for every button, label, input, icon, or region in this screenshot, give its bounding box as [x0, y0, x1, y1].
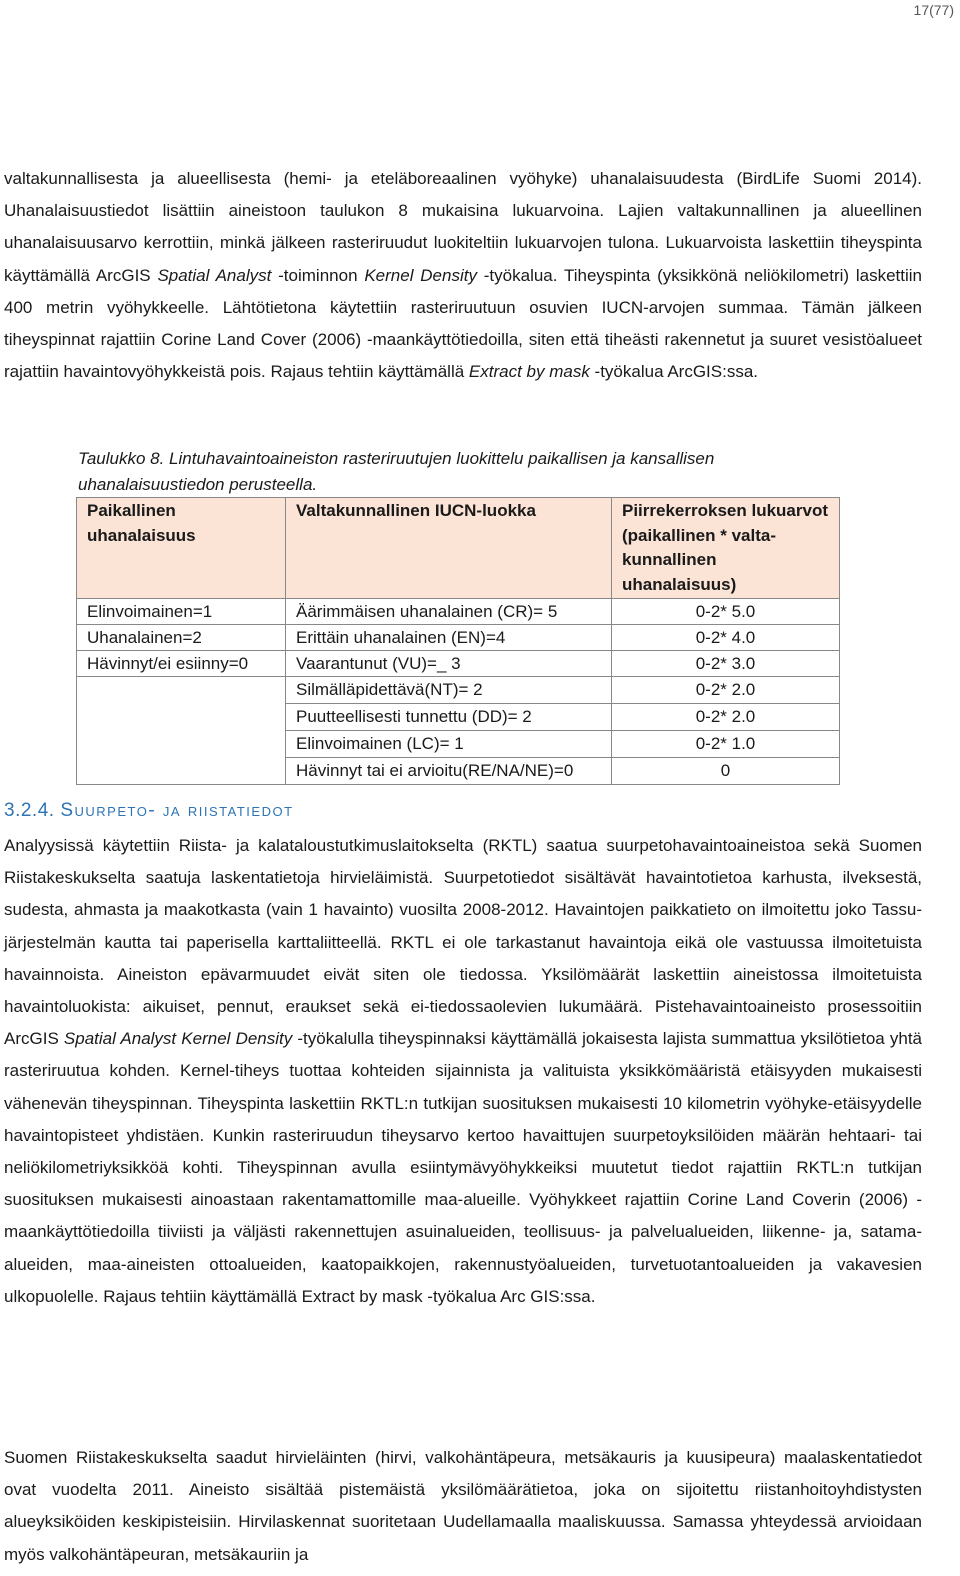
table-cell: Uhanalainen=2 [77, 625, 286, 651]
section-heading [4, 800, 294, 822]
table-cell: Erittäin uhanalainen (EN)=4 [286, 625, 612, 651]
paragraph-2 [4, 830, 922, 1313]
classification-table [76, 497, 840, 785]
text-run: Analyysissä käytettiin Riista- ja kalataloustutkimuslaitokselta (RKTL) saatua suurpetohavaintoaineistoa sekä Suomen Riistakeskukselta saatuja laskentatietoja hirvieläimistä. Suurpetotiedot sisältävät havaintotietoa karhusta, ilveksestä, sudesta, ahmasta ja maakotkasta (vain 1 havainto) vuosilta 2008-2012. Havaintojen paikkatieto on ilmoitettu joko Tassu-järjestelmän kautta tai paperisella karttaliitteellä. RKTL ei ole tarkastanut havaintoja eikä ole vastuussa ilmoitetuista havainnoista. Aineiston epävarmuudet eivät siten ole tiedossa. Yksilömäärät laskettiin aineistossa ilmoitetuista havaintoluokista: aikuiset, pennut, eraukset sekä ei-tiedossaolevien lukumäärä. Pistehavaintoaineisto prosessoitiin ArcGIS [4, 836, 922, 1049]
italic-term: Spatial Analyst [157, 265, 272, 285]
table-row [77, 625, 840, 651]
table-cell-empty [77, 677, 286, 704]
italic-term: Kernel Density [364, 265, 477, 285]
table-cell: Äärimmäisen uhanalainen (CR)= 5 [286, 599, 612, 625]
table-row [77, 731, 840, 758]
table-cell: 0-2* 2.0 [612, 677, 840, 704]
table-cell-empty [77, 731, 286, 758]
paragraph-3 [4, 1442, 922, 1571]
table-cell: Hävinnyt tai ei arvioitu(RE/NA/NE)=0 [286, 758, 612, 785]
italic-term: Extract by mask [468, 362, 590, 382]
table-cell: Elinvoimainen (LC)= 1 [286, 731, 612, 758]
table-header-cell: Piirrekerroksen lukuarvot (paikallinen * valta-kunnallinen uhanalaisuus) [612, 498, 840, 599]
text-run: -työkalua. Tiheyspinta (yksikkönä neliökilometri) laskettiin 400 metrin vyöhykkeelle. Lähtötietona käytettiin rasteriruutuun osuvien IUCN-arvojen summaa. Tämän jälkeen tiheyspinnat rajattiin Corine Land Cover (2006) -maankäyttötiedoilla, siten että tiheästi rakennetut ja suuret vesistöalueet rajattiin havaintovyöhykkeistä pois. Rajaus tehtiin käyttämällä [4, 265, 922, 382]
section-title: Suurpeto- ja riistatiedot [60, 800, 294, 821]
table-row [77, 758, 840, 785]
table-cell-empty [77, 704, 286, 731]
table-caption: Taulukko 8. Lintuhavaintoaineiston rasteriruutujen luokittelu paikallisen ja kansallisen uhanalaisuustiedon perusteella. [78, 449, 715, 494]
table-cell: 0-2* 5.0 [612, 599, 840, 625]
table-cell: 0-2* 3.0 [612, 651, 840, 677]
paragraph-1 [4, 163, 922, 388]
text-run: -työkalua ArcGIS:ssa. [589, 362, 759, 382]
table-header-row [77, 498, 840, 599]
table-row [77, 599, 840, 625]
paragraph-3-text: Suomen Riistakeskukselta saadut hirvieläinten (hirvi, valkohäntäpeura, metsäkauris ja kuusipeura) maalaskentatiedot ovat vuodelta 2011. Aineisto sisältää pistemäistä yksilömäärätietoa, joka on sijoitettu riistanhoitoyhdistysten alueyksiköiden keskipisteisiin. Hirvilaskennat suoritetaan Uudellamaalla maaliskuussa. Samassa yhteydessä arvioidaan myös valkohäntäpeuran, metsäkauriin ja [4, 1448, 922, 1564]
table-cell: Puutteellisesti tunnettu (DD)= 2 [286, 704, 612, 731]
table-cell: Silmälläpidettävä(NT)= 2 [286, 677, 612, 704]
text-run: -toiminnon [271, 265, 365, 285]
text-run: valtakunnallisesta ja alueellisesta (hemi- ja eteläboreaalinen vyöhyke) uhanalaisuudesta (BirdLife Suomi 2014). Uhanalaisuustiedot lisättiin aineistoon taulukon 8 mukaisina lukuarvoina. Lajien valtakunnallinen ja alueellinen uhanalaisuusarvo kerrottiin, minkä jälkeen rasteriruudut luokiteltiin lukuarvojen tulona. Lukuarvoista laskettiin tiheyspinta käyttämällä ArcGIS [4, 169, 922, 285]
table-cell: 0-2* 1.0 [612, 731, 840, 758]
table-cell: Hävinnyt/ei esiinny=0 [77, 651, 286, 677]
table-cell: Elinvoimainen=1 [77, 599, 286, 625]
table-cell: 0 [612, 758, 840, 785]
text-run: -työkalulla tiheyspinnaksi käyttämällä jokaisesta lajista summattua yksilötietoa yhtä rasteriruutua kohden. Kernel-tiheys tuottaa kohteiden sijainnista ja valituista yksikkömääristä etäisyyden mukaisesti vähenevän tiheyspinnan. Tiheyspinta laskettiin RKTL:n tutkijan suosituksen mukaisesti 10 kilometrin vyöhyke-etäisyydelle havaintopisteet yhdistäen. Kunkin rasteriruudun tiheysarvo kertoo havaittujen suurpetoyksilöiden määrän hehtaari- tai neliökilometriyksikköä kohti. Tiheyspinnan avulla esiintymävyöhykkeiksi muutetut tiedot rajattiin RKTL:n tutkijan suosituksen mukaisesti ainoastaan rakentamattomille maa-alueille. Vyöhykkeet rajattiin Corine Land Coverin (2006) -maankäyttötiedoilla tiiviisti ja väljästi rakennettujen asuinalueiden, teollisuus- ja palvelualueiden, liikenne- ja, satama-alueiden, maa-aineisten ottoalueiden, kaatopaikkojen, rakennustyöalueiden, turvetuotantoalueiden ja vakavesien ulkopuolelle. Rajaus tehtiin käyttämällä Extract by mask -työkalua Arc GIS:ssa. [4, 1029, 922, 1306]
table-row [77, 704, 840, 731]
italic-term: Spatial Analyst Kernel Density [63, 1029, 293, 1049]
table-cell: 0-2* 2.0 [612, 704, 840, 731]
table-row [77, 651, 840, 677]
table-row [77, 677, 840, 704]
table-cell: 0-2* 4.0 [612, 625, 840, 651]
section-number: 3.2.4. [4, 800, 55, 821]
table-cell: Vaarantunut (VU)=_ 3 [286, 651, 612, 677]
table-cell-empty [77, 758, 286, 785]
table-header-cell: Paikallinen uhanalaisuus [77, 498, 286, 599]
table-header-cell: Valtakunnallinen IUCN-luokka [286, 498, 612, 599]
page-number: 17(77) [913, 2, 954, 18]
